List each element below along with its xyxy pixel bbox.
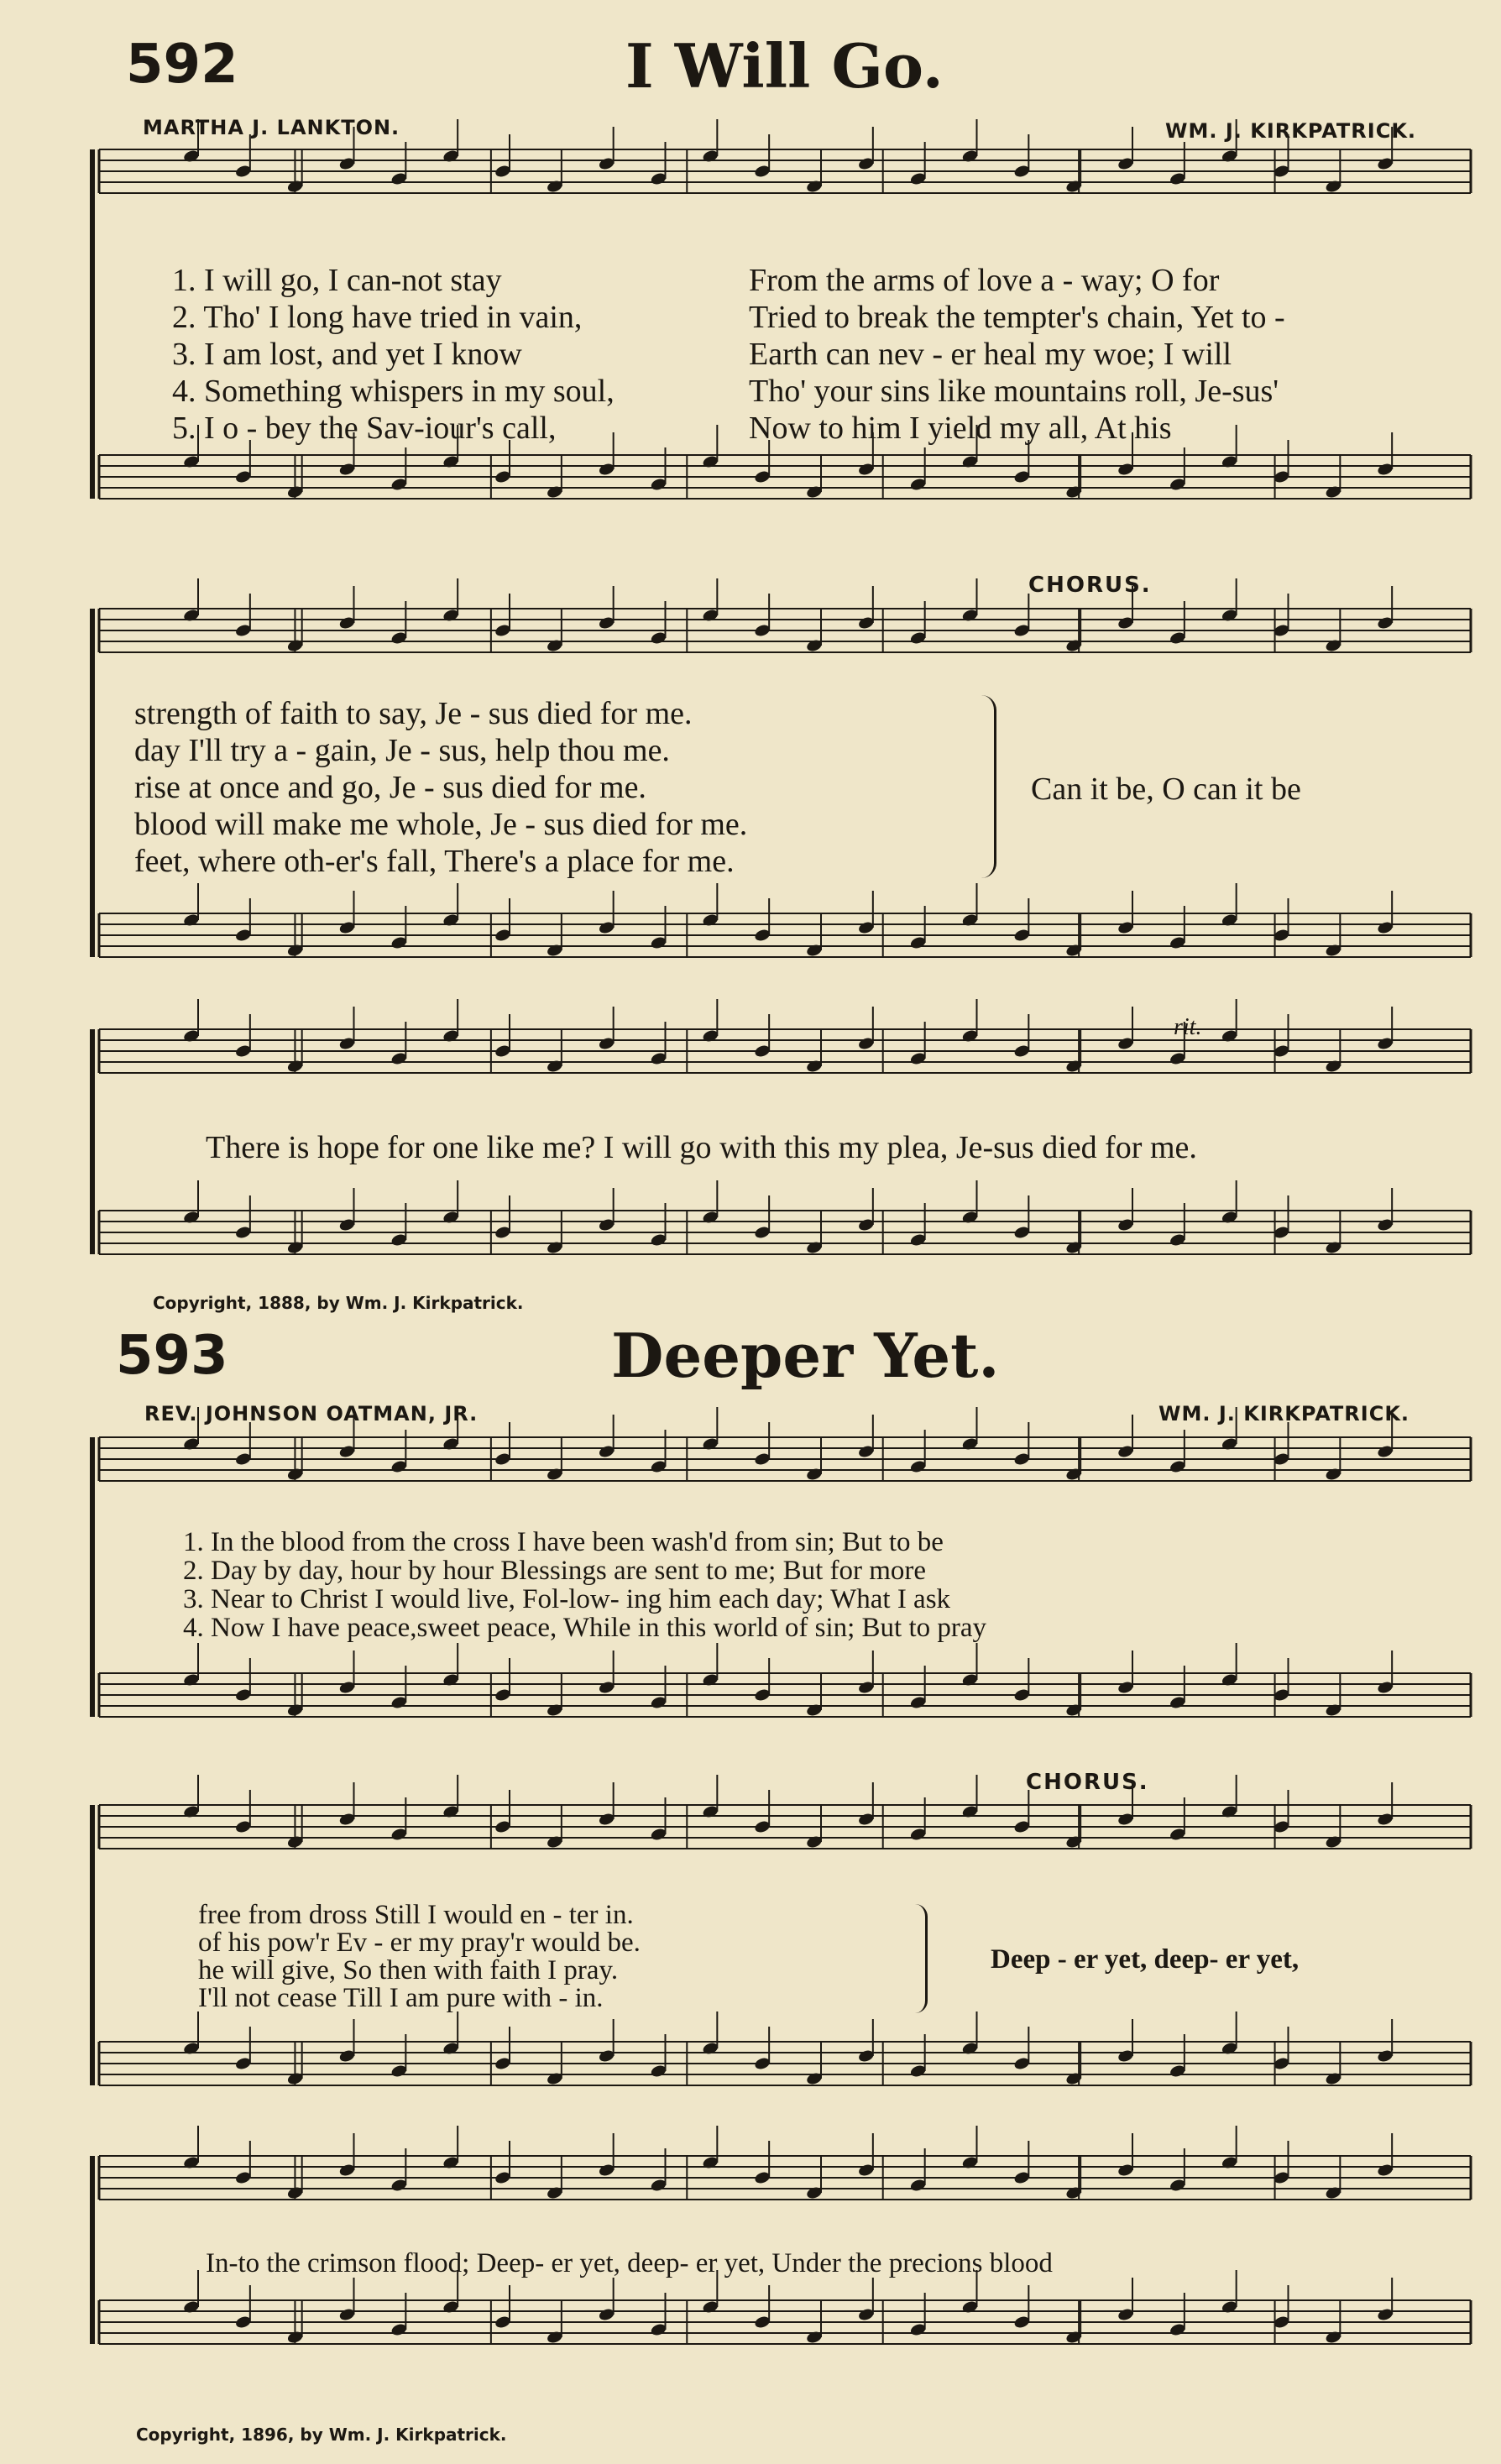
verse-line: blood will make me whole, Je - sus died for me. [134, 807, 748, 842]
rit-marking: rit. [1174, 1014, 1202, 1040]
verse-line: Now to him I yield my all, At his [749, 411, 1172, 446]
verse-line: feet, where oth-er's fall, There's a place for me. [134, 844, 735, 879]
chorus-label-593: CHORUS. [1026, 1770, 1149, 1795]
chorus-label-592: CHORUS. [1028, 573, 1152, 598]
verse-line: I'll not cease Till I am pure with - in. [198, 1983, 604, 2013]
verse-line: 3. I am lost, and yet I know [172, 337, 522, 372]
verse-line: 4. Something whispers in my soul, [172, 374, 615, 409]
verse-line: Tried to break the tempter's chain, Yet to - [749, 300, 1285, 335]
verses-593-part1 [183, 1528, 986, 1642]
hymn-title-593: Deeper Yet. [611, 1320, 1000, 1391]
verse-line: 4. Now I have peace,sweet peace, While in this world of sin; But to pray [183, 1613, 987, 1643]
verse-line: 5. I o - bey the Sav-iour's call, [172, 411, 557, 446]
hymn-title-592: I Will Go. [625, 30, 944, 102]
hymn-author-593: REV. JOHNSON OATMAN, JR. [144, 1402, 479, 1426]
verse-line: From the arms of love a - way; O for [749, 263, 1220, 298]
hymn-number-592: 592 [126, 34, 238, 96]
copyright-592: Copyright, 1888, by Wm. J. Kirkpatrick. [153, 1293, 524, 1313]
hymn-composer-592: WM. J. KIRKPATRICK. [1165, 119, 1417, 143]
verse-line: he will give, So then with faith I pray. [198, 1955, 619, 1985]
verse-line: rise at once and go, Je - sus died for me. [134, 770, 646, 805]
verses-592-part2 [749, 262, 1285, 447]
copyright-593: Copyright, 1896, by Wm. J. Kirkpatrick. [136, 2425, 507, 2445]
chorus-line-593: Deep - er yet, deep- er yet, [991, 1944, 1300, 1975]
verses-593-part2 [198, 1902, 641, 2012]
verse-line: free from dross Still I would en - ter in. [198, 1900, 634, 1930]
verse-line: 1. In the blood from the cross I have been wash'd from sin; But to be [183, 1527, 944, 1557]
hymn-composer-593: WM. J. KIRKPATRICK. [1158, 1402, 1410, 1426]
refrain-592: There is hope for one like me? I will go with this my plea, Je-sus died for me. [206, 1130, 1197, 1165]
verse-line: day I'll try a - gain, Je - sus, help thou me. [134, 733, 670, 768]
verse-line: 1. I will go, I can-not stay [172, 263, 502, 298]
verse-line: 3. Near to Christ I would live, Fol-low- ing him each day; What I ask [183, 1584, 951, 1614]
hymn-number-593: 593 [116, 1325, 228, 1387]
verse-line: Earth can nev - er heal my woe; I will [749, 337, 1232, 372]
verse-line: Tho' your sins like mountains roll, Je-sus' [749, 374, 1279, 409]
hymn-author-592: MARTHA J. LANKTON. [143, 116, 400, 139]
verse-line: of his pow'r Ev - er my pray'r would be. [198, 1928, 641, 1958]
verse-brace [981, 695, 996, 878]
refrain-593: In-to the crimson flood; Deep- er yet, deep- er yet, Under the precions blood [206, 2248, 1053, 2278]
verse-line: 2. Tho' I long have tried in vain, [172, 300, 583, 335]
verse-brace [915, 1904, 928, 2013]
chorus-line-592: Can it be, O can it be [1031, 772, 1301, 807]
verses-592-part3 [134, 695, 747, 880]
verse-line: strength of faith to say, Je - sus died for me. [134, 696, 693, 731]
verse-line: 2. Day by day, hour by hour Blessings are sent to me; But for more [183, 1556, 927, 1586]
verses-592-part1 [172, 262, 615, 447]
